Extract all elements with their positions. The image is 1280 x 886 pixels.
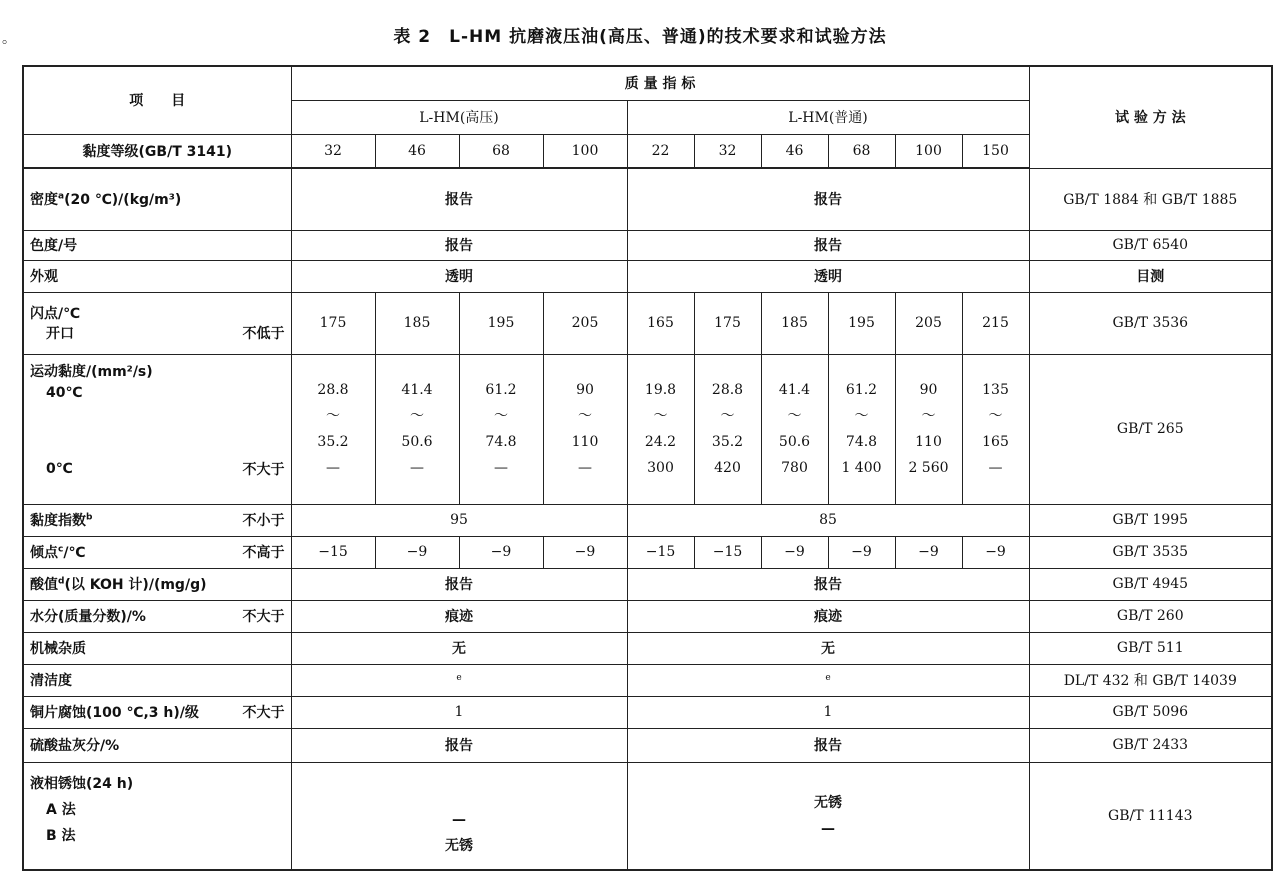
value-cell: 无 [291,632,627,664]
method-cell: GB/T 6540 [1029,230,1272,260]
table-row [23,536,1272,568]
method-cell: GB/T 5096 [1029,696,1272,728]
row-label-pour: 倾点$^c$/℃ 不高于 [23,536,291,568]
method-cell: GB/T 11143 [1029,762,1272,870]
value-cell: 报告 [627,728,1029,762]
header-method: 试 验 方 法 [1029,66,1272,168]
value-cell: −9 [962,536,1029,568]
row-label-flash: 闪点/℃ 开口 不低于 [23,292,291,354]
value-cell: −15 [291,536,375,568]
method-cell: 目测 [1029,260,1272,292]
value-cell: −9 [761,536,828,568]
value-cell: 28.8 ～ 35.2 420 [694,354,761,504]
value-cell: 透明 [291,260,627,292]
table-row [23,664,1272,696]
value-cell: 61.2 ～ 74.8 1 400 [828,354,895,504]
row-label-vi: 黏度指数$^b$ 不小于 [23,504,291,536]
row-label-density: 密度$^a$(20 ℃)/(kg/m³) [23,168,291,230]
method-cell: GB/T 1995 [1029,504,1272,536]
grade-label: 黏度等级(GB/T 3141) [23,134,291,168]
header-quality: 质 量 指 标 [291,66,1029,100]
value-cell: 165 [627,292,694,354]
table-row [23,632,1272,664]
value-cell: 41.4 ～ 50.6 780 [761,354,828,504]
value-cell: 185 [375,292,459,354]
value-cell: 报告 [291,168,627,230]
method-cell: GB/T 511 [1029,632,1272,664]
row-label-copper: 铜片腐蚀(100 ℃,3 h)/级 不大于 [23,696,291,728]
value-cell: 41.4 ～ 50.6 — [375,354,459,504]
table-row [23,568,1272,600]
row-label-water: 水分(质量分数)/% 不大于 [23,600,291,632]
value-cell: 61.2 ～ 74.8 — [459,354,543,504]
value-cell: 175 [694,292,761,354]
footnote-mark: e [627,664,1029,696]
value-cell: −15 [694,536,761,568]
value-cell: 185 [761,292,828,354]
table-row [23,762,1272,870]
grade-cell: 100 [543,134,627,168]
value-cell: 90 ～ 110 — [543,354,627,504]
value-cell: — 无锈 [291,762,627,870]
value-cell: 175 [291,292,375,354]
row-label-acid: 酸值$^d$(以 KOH 计)/(mg/g) [23,568,291,600]
value-cell: −9 [828,536,895,568]
grade-cell: 32 [694,134,761,168]
value-cell: 报告 [627,230,1029,260]
value-cell: 1 [291,696,627,728]
stray-mark: 。 [2,31,16,47]
grade-cell: 32 [291,134,375,168]
grade-cell: 68 [828,134,895,168]
method-cell: GB/T 260 [1029,600,1272,632]
grade-cell: 68 [459,134,543,168]
header-group-high: L-HM(高压) [291,100,627,134]
value-cell: 报告 [627,568,1029,600]
grade-cell: 46 [375,134,459,168]
table-row [23,260,1272,292]
row-label-ash: 硫酸盐灰分/% [23,728,291,762]
value-cell: 95 [291,504,627,536]
row-label-color: 色度/号 [23,230,291,260]
value-cell: 报告 [291,568,627,600]
value-cell: 报告 [291,728,627,762]
value-cell: 28.8 ～ 35.2 — [291,354,375,504]
method-cell: GB/T 2433 [1029,728,1272,762]
value-cell: 195 [459,292,543,354]
value-cell: 报告 [291,230,627,260]
table-row [23,354,1272,504]
value-cell: 195 [828,292,895,354]
spec-table [22,65,1273,871]
header-group-normal: L-HM(普通) [627,100,1029,134]
value-cell: −9 [459,536,543,568]
table-row [23,728,1272,762]
grade-cell: 22 [627,134,694,168]
method-cell: GB/T 3536 [1029,292,1272,354]
value-cell: −9 [895,536,962,568]
value-cell: 透明 [627,260,1029,292]
row-label-viscosity: 运动黏度/(mm²/s) 40℃ 0℃ 不大于 [23,354,291,504]
value-cell: 痕迹 [291,600,627,632]
grade-cell: 150 [962,134,1029,168]
table-row [23,696,1272,728]
table-row [23,504,1272,536]
value-cell: 痕迹 [627,600,1029,632]
value-cell: 19.8 ～ 24.2 300 [627,354,694,504]
table-row [23,292,1272,354]
value-cell: 90 ～ 110 2 560 [895,354,962,504]
method-cell: DL/T 432 和 GB/T 14039 [1029,664,1272,696]
value-cell: −9 [375,536,459,568]
method-cell: GB/T 265 [1029,354,1272,504]
value-cell: 205 [543,292,627,354]
table-row [23,168,1272,230]
value-cell: 135 ～ 165 — [962,354,1029,504]
method-cell: GB/T 3535 [1029,536,1272,568]
row-label-appearance: 外观 [23,260,291,292]
row-label-rust: 液相锈蚀(24 h) A 法 B 法 [23,762,291,870]
value-cell: 报告 [627,168,1029,230]
table-title: 表 2 L-HM 抗磨液压油(高压、普通)的技术要求和试验方法 [393,27,887,47]
value-cell: 85 [627,504,1029,536]
value-cell: 205 [895,292,962,354]
grade-cell: 100 [895,134,962,168]
value-cell: 无锈 — [627,762,1029,870]
method-cell: GB/T 4945 [1029,568,1272,600]
value-cell: −9 [543,536,627,568]
grade-cell: 46 [761,134,828,168]
header-item: 项 目 [23,66,291,134]
value-cell: −15 [627,536,694,568]
value-cell: 1 [627,696,1029,728]
method-cell: GB/T 1884 和 GB/T 1885 [1029,168,1272,230]
table-row [23,600,1272,632]
footnote-mark: e [291,664,627,696]
value-cell: 无 [627,632,1029,664]
row-label-impurity: 机械杂质 [23,632,291,664]
value-cell: 215 [962,292,1029,354]
table-row [23,230,1272,260]
row-label-clean: 清洁度 [23,664,291,696]
